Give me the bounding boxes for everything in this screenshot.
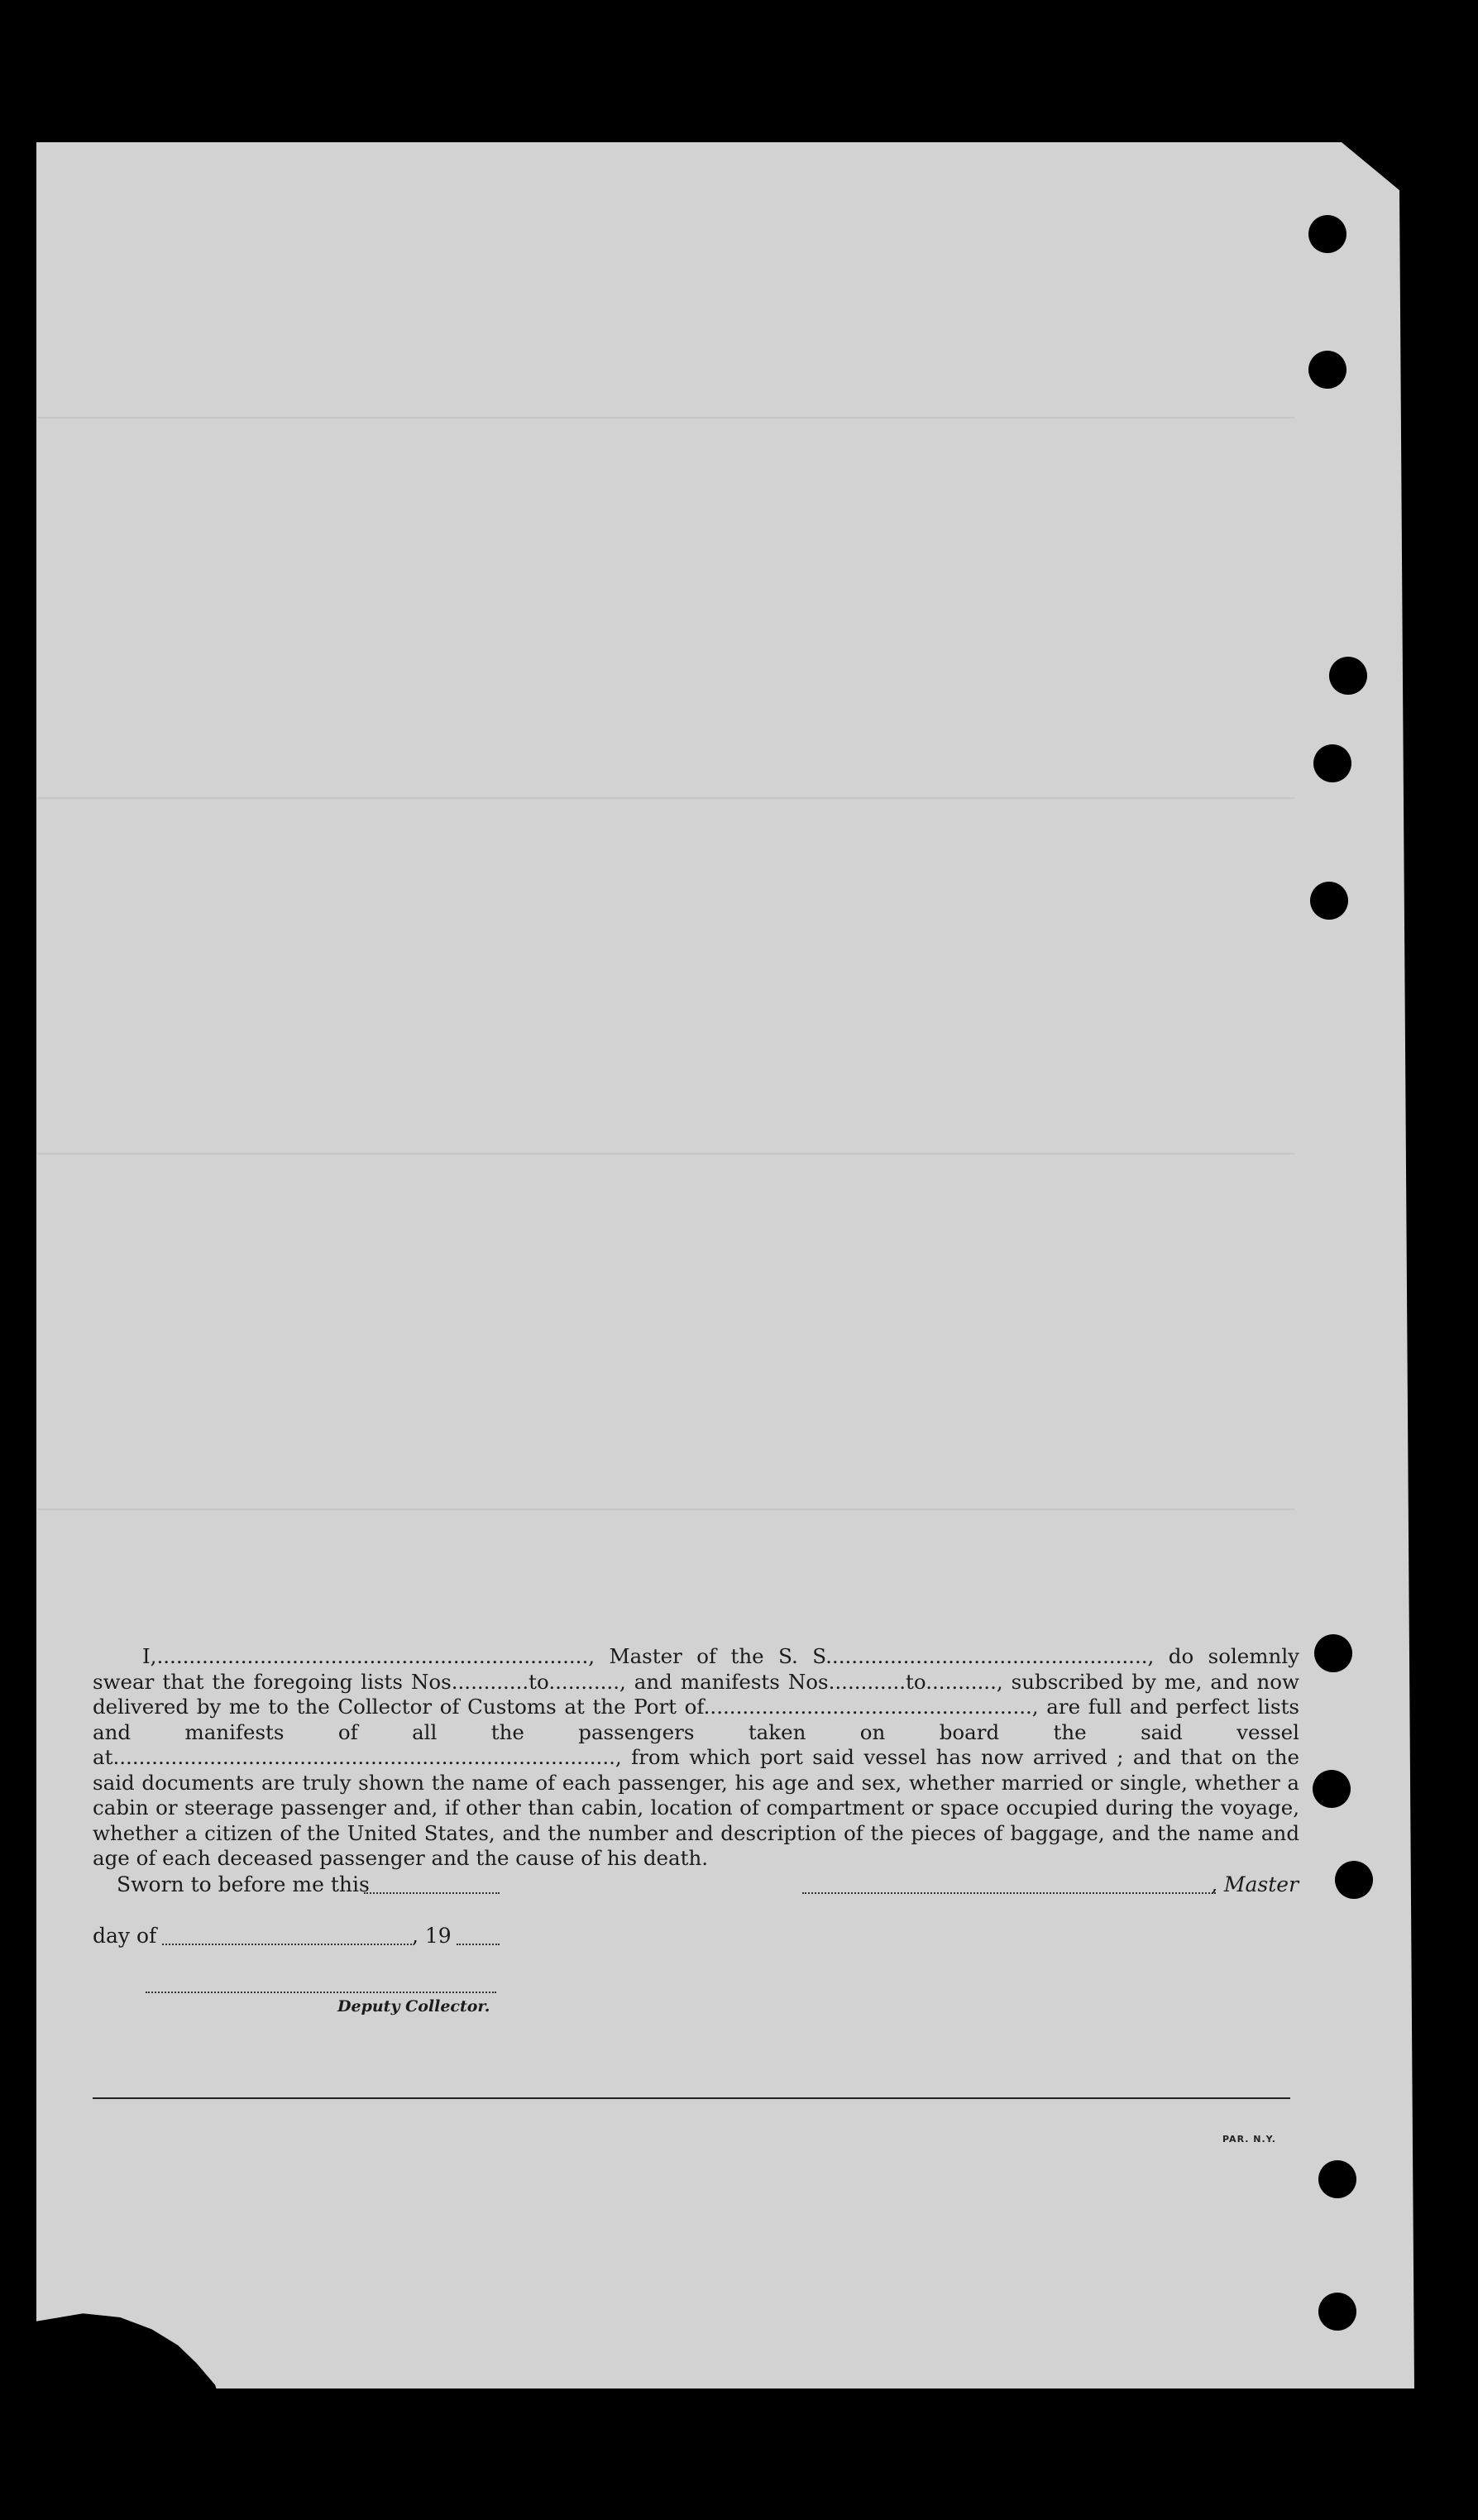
punch-hole-icon — [1318, 2293, 1356, 2331]
day-of-label: day of — [93, 1924, 157, 1948]
sworn-date-blank — [364, 1892, 500, 1894]
year-label: , 19 — [412, 1924, 452, 1948]
manifest-page — [36, 142, 1414, 2389]
oath-text: I,..................................................................., Master of the S. S.................................................., do solemnly swear that the foregoing lists Nos............to..........., and manifests Nos............to..........., subscribed by me, and now delivered by me to the Collector of Customs at the Port of..................................................., are full and perfect lists and manifests of all the passengers taken on board the said vessel at.............................................................................., from which port said vessel has now arrived ; and that on the said documents are truly shown the name of each passenger, his age and sex, whether married or single, whether a cabin or steerage passenger and, if other than cabin, location of compartment or space occupied during the voyage, whether a citizen of the United States, and the number and description of the pieces of baggage, and the name and age of each deceased passenger and the cause of his death. — [93, 1644, 1299, 1870]
deputy-collector-label: Deputy Collector. — [337, 1997, 490, 2016]
punch-hole-icon — [1308, 215, 1346, 253]
year-blank — [457, 1944, 500, 1945]
punch-hole-icon — [1335, 1861, 1373, 1899]
footer-rule — [93, 2097, 1290, 2099]
master-signature-label: , Master — [1211, 1872, 1299, 1896]
master-oath-block — [93, 1644, 1299, 1872]
day-of-blank — [162, 1944, 412, 1945]
ghost-rule — [37, 797, 1294, 799]
ghost-rule — [37, 417, 1294, 418]
punch-hole-icon — [1314, 1634, 1352, 1672]
ghost-rule — [37, 1509, 1294, 1510]
punch-hole-icon — [1329, 657, 1367, 695]
punch-hole-icon — [1310, 882, 1348, 920]
punch-hole-icon — [1313, 744, 1351, 782]
deputy-collector-signature-blank — [146, 1992, 496, 1993]
ghost-rule — [37, 1153, 1294, 1155]
sworn-label: Sworn to before me this — [117, 1872, 370, 1896]
punch-hole-icon — [1318, 2160, 1356, 2198]
printer-mark: PAR. N.Y. — [1222, 2134, 1276, 2145]
master-signature-blank — [802, 1892, 1216, 1894]
punch-hole-icon — [1308, 351, 1346, 389]
punch-hole-icon — [1313, 1770, 1351, 1808]
